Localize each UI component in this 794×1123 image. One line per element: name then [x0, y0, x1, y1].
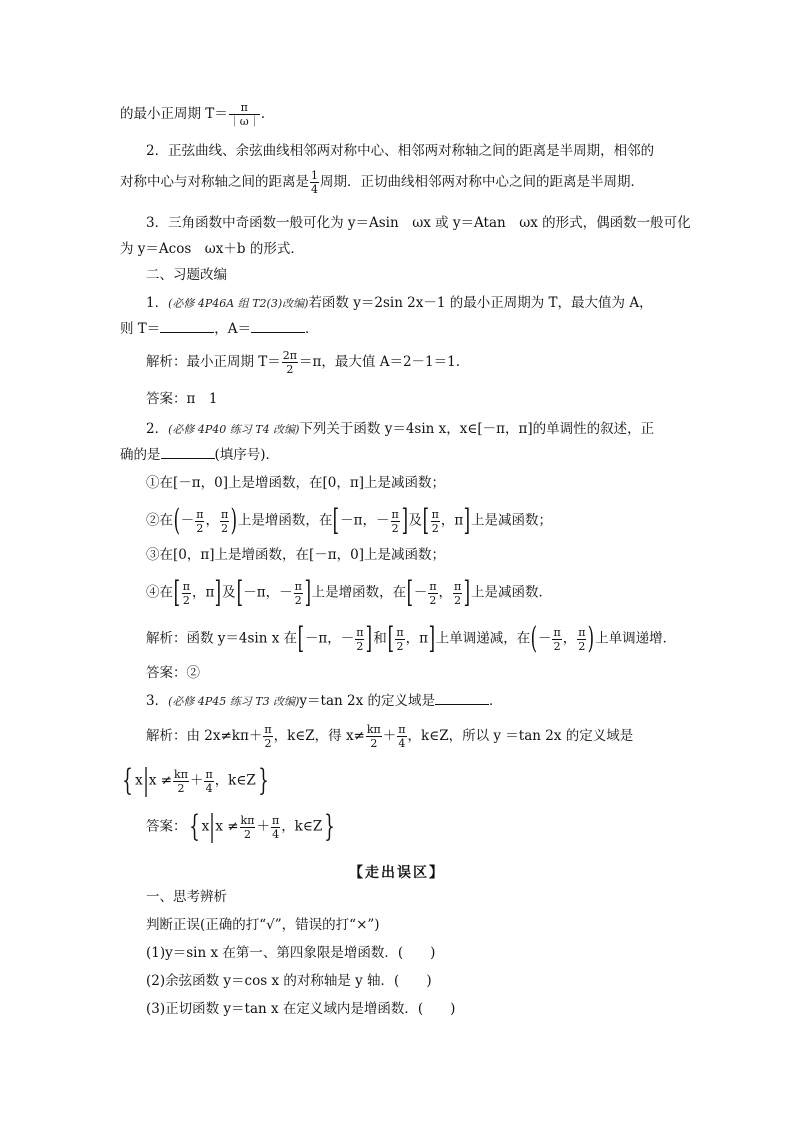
bracket: ] — [304, 575, 311, 610]
numerator: π — [220, 507, 229, 521]
text: 上是减函数； — [471, 512, 552, 529]
solution-3 — [146, 724, 633, 749]
text: ， — [191, 584, 206, 601]
text: ，k∈Z，所以 y ＝tan 2x 的定义域是 — [407, 728, 634, 744]
denominator: 2 — [578, 639, 586, 653]
text: ＋ — [189, 772, 204, 789]
text: π — [205, 584, 215, 601]
text: x ≠ — [215, 818, 239, 835]
text: － — [376, 512, 390, 529]
line-4: 3．三角函数中奇函数一般可化为 y＝Asin ωx 或 y＝Atan ωx 的形式，偶函数一般可化 — [146, 215, 691, 231]
text: ＋ — [382, 728, 397, 744]
text: 1． — [146, 295, 169, 311]
text: ，k∈Z — [214, 772, 256, 789]
text: 则 T＝ — [120, 321, 161, 337]
fraction — [428, 581, 437, 606]
numerator: π — [398, 723, 406, 736]
text: 解析：由 2x≠kπ＋ — [146, 728, 263, 744]
text: － — [180, 512, 195, 529]
answer-blank — [161, 446, 215, 459]
numerator: π — [264, 723, 272, 736]
denominator: ｜ω｜ — [228, 115, 260, 128]
text: x — [201, 818, 210, 835]
brace: } — [324, 809, 336, 844]
denominator: 2 — [182, 593, 190, 607]
denominator: 2 — [196, 521, 204, 535]
source-note: (必修 4P45 练习 T3 改编) — [168, 695, 300, 708]
bracket: ] — [214, 575, 222, 610]
numerator: π — [294, 579, 302, 593]
text: ， — [440, 512, 455, 529]
option-4 — [146, 575, 552, 610]
text: 上是增函数，在 — [311, 584, 407, 601]
text: 解析：函数 y＝4sin x 在 — [146, 630, 298, 647]
denominator: 2 — [454, 593, 462, 607]
fraction — [195, 509, 204, 534]
fraction — [173, 769, 189, 794]
section-heading-exercises: 二、习题改编 — [146, 267, 227, 283]
text: 上单调递增． — [595, 630, 677, 647]
text: ，k∈Z — [281, 818, 323, 835]
option-2 — [146, 503, 552, 538]
solution-1 — [146, 350, 460, 375]
question-2 — [146, 418, 654, 441]
solution-2 — [146, 621, 677, 656]
text: － — [537, 630, 552, 647]
numerator: π — [396, 625, 404, 639]
text: 3． — [146, 693, 169, 709]
bracket: [ — [387, 621, 394, 656]
denominator: 4 — [398, 737, 406, 750]
denominator: 2 — [431, 521, 439, 535]
text: ， — [327, 630, 341, 647]
fraction — [204, 769, 213, 794]
answer-blank — [160, 320, 214, 333]
denominator: 2 — [286, 363, 294, 376]
denominator: 2 — [429, 593, 437, 607]
line-5: 为 y＝Acos ωx＋b 的形式． — [120, 241, 304, 257]
bracket: ) — [588, 621, 595, 656]
statement-2: (2)余弦函数 y＝cos x 的对称轴是 y 轴．( ) — [146, 973, 432, 989]
text: x — [135, 772, 143, 789]
bar: | — [142, 763, 149, 798]
fraction — [431, 509, 440, 534]
numerator: π — [196, 507, 204, 521]
numerator: 1 — [311, 169, 318, 182]
option-3: ③在[0，π]上是增函数，在[－π，0]上是减函数； — [146, 547, 445, 563]
fraction-quarter — [310, 170, 319, 195]
brace: { — [122, 763, 133, 798]
numerator: kπ — [174, 767, 188, 781]
statement-1: (1)y＝sin x 在第一、第四象限是增函数．( ) — [146, 945, 436, 961]
line-2: 2．正弦曲线、余弦曲线相邻两对称中心、相邻两对称轴之间的距离是半周期，相邻的 — [146, 143, 655, 159]
text: ， — [405, 630, 420, 647]
numerator: π — [454, 579, 462, 593]
text: π — [419, 630, 429, 647]
fraction — [577, 627, 586, 652]
question-2-blank — [120, 444, 279, 466]
text: ②在 — [146, 512, 173, 529]
text: ＋ — [256, 818, 270, 835]
denominator: 2 — [244, 827, 251, 841]
text: －π — [304, 630, 328, 647]
bracket: [ — [422, 503, 430, 538]
text: 上单调递减，在 — [435, 630, 531, 647]
text: ，k∈Z，得 x≠ — [273, 728, 365, 744]
bracket: ( — [530, 621, 538, 656]
numerator: π — [205, 767, 213, 781]
fraction — [240, 815, 256, 840]
text: 周期．正切曲线相邻两对称中心之间的距离是半周期． — [320, 174, 644, 190]
answer-blank — [251, 320, 305, 333]
text: 确的是 — [120, 447, 161, 463]
text: 2． — [146, 421, 169, 437]
domain-set — [120, 763, 271, 798]
text: 上是减函数． — [471, 584, 552, 601]
text: －π — [243, 584, 266, 601]
answer-2: 答案：② — [146, 665, 200, 681]
numerator: π — [429, 579, 437, 593]
bracket: [ — [333, 503, 340, 538]
text: 及 — [408, 512, 422, 529]
fraction — [229, 102, 260, 127]
numerator: π — [182, 579, 190, 593]
fraction — [397, 724, 406, 749]
bracket: [ — [173, 575, 181, 610]
denominator: 2 — [356, 639, 364, 653]
denominator: 4 — [311, 183, 318, 196]
bracket: ( — [173, 503, 181, 538]
text: 及 — [222, 584, 236, 601]
brace: { — [188, 809, 200, 844]
numerator: π — [271, 813, 280, 827]
denominator: 2 — [264, 737, 272, 750]
text: ， — [562, 630, 577, 647]
text: 的最小正周期 T＝ — [120, 106, 228, 122]
text: x ≠ — [148, 772, 173, 789]
numerator: kπ — [366, 723, 381, 736]
bracket: [ — [297, 621, 305, 656]
numerator: π — [553, 625, 561, 639]
source-note: (必修 4P46A 组 T2(3)改编) — [168, 297, 309, 310]
option-1: ①在[－π，0]上是增函数，在[0，π]上是减函数； — [146, 475, 445, 491]
numerator: π — [229, 102, 260, 115]
denominator: 4 — [272, 827, 280, 841]
text: ， — [362, 512, 376, 529]
line-min-period — [120, 102, 265, 127]
bracket: ] — [366, 621, 373, 656]
fraction — [271, 815, 280, 840]
fraction — [263, 724, 272, 749]
numerator: π — [578, 625, 586, 639]
text: ， — [205, 512, 219, 529]
fraction — [391, 509, 400, 534]
fraction — [182, 581, 191, 606]
bracket: ] — [463, 503, 471, 538]
bracket: ) — [230, 503, 238, 538]
text: 若函数 y＝2sin 2x－1 的最小正周期为 T，最大值为 A， — [308, 295, 653, 311]
numerator: π — [356, 625, 364, 639]
text: . — [260, 106, 266, 122]
line-3 — [120, 170, 644, 195]
fraction — [294, 581, 303, 606]
text: ，A＝ — [214, 321, 252, 337]
text: －π — [340, 512, 363, 529]
denominator: 2 — [221, 521, 229, 535]
text: 下列关于函数 y＝4sin x，x∈[－π，π]的单调性的叙述，正 — [299, 421, 655, 437]
bracket: ] — [401, 503, 408, 538]
source-note: (必修 4P40 练习 T4 改编) — [168, 423, 300, 436]
text: y＝tan 2x 的定义域是 — [299, 693, 435, 709]
numerator: kπ — [240, 813, 255, 827]
bar: | — [209, 809, 216, 844]
question-1-blanks — [120, 318, 319, 340]
denominator: 2 — [177, 781, 185, 795]
numerator: π — [431, 507, 439, 521]
subsection-heading: 一、思考辨析 — [146, 889, 227, 905]
fraction — [366, 724, 382, 749]
text: ＝π，最大值 A＝2－1＝1. — [299, 354, 461, 370]
fraction — [395, 627, 404, 652]
text: 和 — [373, 630, 387, 647]
denominator: 4 — [205, 781, 213, 795]
text: ． — [305, 321, 319, 337]
bracket: ] — [463, 575, 471, 610]
denominator: 2 — [396, 639, 404, 653]
answer-1: 答案：π 1 — [146, 391, 218, 407]
fraction — [355, 627, 364, 652]
text: 上是增函数，在 — [237, 512, 333, 529]
bracket: ] — [428, 621, 436, 656]
text: ， — [265, 584, 280, 601]
numerator: 2π — [282, 349, 298, 362]
fraction — [453, 581, 462, 606]
text: － — [279, 584, 293, 601]
text: 解析：最小正周期 T＝ — [146, 354, 281, 370]
answer-3 — [146, 809, 337, 844]
question-1 — [146, 292, 653, 315]
text: ， — [438, 584, 453, 601]
text: (填序号)． — [214, 447, 280, 463]
text: π — [454, 512, 464, 529]
brace: } — [258, 763, 269, 798]
question-3 — [146, 690, 503, 713]
bracket: [ — [406, 575, 414, 610]
text: ④在 — [146, 584, 173, 601]
statement-3: (3)正切函数 y＝tan x 在定义域内是增函数．( ) — [146, 1001, 456, 1017]
denominator: 2 — [370, 737, 378, 750]
denominator: 2 — [391, 521, 399, 535]
text: ． — [489, 693, 503, 709]
text: － — [340, 630, 355, 647]
denominator: 2 — [553, 639, 561, 653]
bracket: [ — [236, 575, 243, 610]
text: 答案： — [146, 818, 187, 835]
text: － — [413, 584, 428, 601]
answer-blank — [435, 692, 489, 705]
fraction — [552, 627, 561, 652]
section-heading-misconceptions: 【走出误区】 — [349, 865, 445, 881]
fraction — [282, 350, 298, 375]
text: 对称中心与对称轴之间的距离是 — [120, 174, 309, 190]
fraction — [220, 509, 229, 534]
denominator: 2 — [294, 593, 302, 607]
instructions: 判断正误(正确的打“√”，错误的打“×”) — [146, 917, 380, 933]
numerator: π — [391, 507, 399, 521]
